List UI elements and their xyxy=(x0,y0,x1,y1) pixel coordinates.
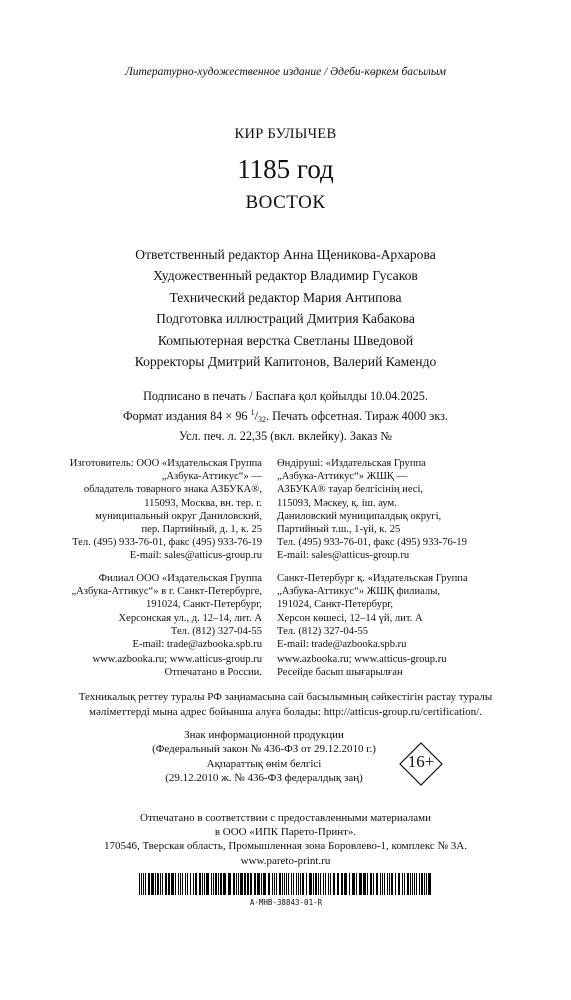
manufacturer-kz xyxy=(277,457,467,563)
info-sign-line: Знак информационной продукции xyxy=(184,729,344,741)
barcode-bar xyxy=(211,873,212,895)
barcode-bar xyxy=(274,873,275,895)
barcode-bar xyxy=(190,873,191,895)
barcode-bar xyxy=(306,873,307,895)
barcode-bar xyxy=(352,873,355,895)
barcode-bar xyxy=(261,873,262,895)
credit-line: Художественный редактор Владимир Гусаков xyxy=(153,268,418,284)
manufacturer-ru-line: пер. Партийный, д. 1, к. 25 xyxy=(141,524,262,536)
barcode-bar xyxy=(424,873,425,895)
barcode-bar xyxy=(320,873,321,895)
barcode-bar xyxy=(213,873,214,895)
printed-in-russia: Отпечатано в России. xyxy=(164,667,262,679)
branch-kz-line: „Азбука-Аттикус“» ЖШҚ филиалы, xyxy=(277,586,440,598)
manufacturer-ru-line: 115093, Москва, вн. тер. г. xyxy=(144,497,262,509)
barcode-bar xyxy=(250,873,252,895)
format-numerator: 1 xyxy=(250,407,255,417)
barcode-bar xyxy=(356,873,357,895)
barcode-bar xyxy=(139,873,140,895)
printer-info xyxy=(0,811,571,868)
barcode-bar xyxy=(215,873,217,895)
credit-line: Технический редактор Мария Антипова xyxy=(169,289,402,305)
barcode-bar xyxy=(370,873,372,895)
barcode-bar xyxy=(328,873,329,895)
format-prefix: Формат издания 84 × 96 xyxy=(123,408,251,423)
barcode-bar xyxy=(288,873,289,895)
barcode-bar xyxy=(302,873,304,895)
barcode-bar xyxy=(428,873,431,895)
web-kz xyxy=(277,653,447,679)
branch-kz-line: Санкт-Петербург қ. «Издательская Группа xyxy=(277,573,468,584)
book-subtitle: ВОСТОК xyxy=(245,192,326,213)
barcode-bar xyxy=(165,873,167,895)
barcode-bar xyxy=(276,873,277,895)
printer-line: Отпечатано в соответствии с предоставленными материалами xyxy=(140,812,431,824)
manufacturer-kz-line: Өндіруші: «Издательская Группа xyxy=(277,458,426,469)
barcode-bar xyxy=(162,873,163,895)
manufacturer-kz-line: 115093, Мәскеу, қ. іш. аум. xyxy=(277,497,397,509)
barcode-bar xyxy=(185,873,186,895)
branch-ru-email: E-mail: trade@azbooka.spb.ru xyxy=(132,639,262,651)
barcode-bar xyxy=(298,873,299,895)
publication-info xyxy=(0,388,571,445)
barcode-bar xyxy=(291,873,292,895)
info-sign-line: Ақпараттық өнім белгісі xyxy=(206,757,322,770)
manufacturer-kz-line: Даниловский муниципалдық округі, xyxy=(277,510,442,522)
barcode-bar xyxy=(199,873,201,895)
barcode-bar xyxy=(391,873,393,895)
branch-kz-line: 191024, Санкт-Петербург, xyxy=(277,599,394,611)
branch-ru-line: Херсонская ул., д. 12–14, лит. А xyxy=(118,612,262,624)
age-rating: 16+ xyxy=(407,752,435,771)
edition-type: Литературно-художественное издание / Әдеби-көркем басылым xyxy=(124,66,447,78)
barcode-bar xyxy=(143,873,144,895)
barcode-bar xyxy=(180,873,181,895)
barcode-bar xyxy=(155,873,156,895)
barcode-bar xyxy=(268,873,270,895)
barcode-bar xyxy=(382,873,383,895)
barcode-bar xyxy=(325,873,326,895)
website-links: www.azbooka.ru; www.atticus-group.ru xyxy=(92,654,262,665)
printer-website: www.pareto-print.ru xyxy=(240,854,331,867)
barcode-bar xyxy=(318,873,319,895)
tech-regulation-line: Техникалық реттеу туралы РФ заңнамасына сай басылымның сәйкестігін растау туралы xyxy=(78,691,493,703)
barcode-bar xyxy=(282,873,283,895)
barcode-bar xyxy=(380,873,381,895)
barcode-bar xyxy=(223,873,226,895)
barcode-bar xyxy=(395,873,396,895)
author-name: КИР БУЛЫЧЕВ xyxy=(234,126,337,142)
barcode-bar xyxy=(376,873,378,895)
sheets-order: Усл. печ. л. 22,35 (вкл. вклейку). Заказ № xyxy=(179,429,392,444)
barcode-bar xyxy=(309,873,312,895)
branch-ru-line: Филиал ООО «Издательская Группа xyxy=(98,573,262,584)
branch-ru-line: „Азбука-Аттикус“» в г. Санкт-Петербурге, xyxy=(71,586,262,598)
barcode-bar xyxy=(206,873,209,895)
barcode-bar xyxy=(416,873,417,895)
barcode-bar xyxy=(244,873,246,895)
barcode-bar xyxy=(160,873,161,895)
book-title: 1185 год xyxy=(237,154,334,184)
barcode-bar xyxy=(157,873,159,895)
barcode-bar xyxy=(426,873,427,895)
manufacturer-ru-email: E-mail: sales@atticus-group.ru xyxy=(129,550,262,562)
barcode-bar xyxy=(402,873,403,895)
barcode-bar xyxy=(414,873,415,895)
barcode-bar xyxy=(141,873,142,895)
barcode-bar xyxy=(286,873,287,895)
branch-ru-line: 191024, Санкт-Петербург, xyxy=(145,599,262,611)
barcode-bar xyxy=(330,873,331,895)
barcode-bar xyxy=(151,873,154,895)
barcode-bar xyxy=(387,873,388,895)
branch-kz-line: Тел. (812) 327-04-55 xyxy=(277,625,369,637)
manufacturer-kz-line: Тел. (495) 933-76-01, факс (495) 933-76-19 xyxy=(277,537,467,549)
barcode-bar xyxy=(145,873,146,895)
manufacturer-kz-email: E-mail: sales@atticus-group.ru xyxy=(277,550,410,562)
web-ru xyxy=(92,653,262,679)
barcode-bar xyxy=(247,873,249,895)
barcode-bar xyxy=(175,873,176,895)
credit-line: Компьютерная верстка Светланы Шведовой xyxy=(157,332,414,348)
manufacturer-ru-line: муниципальный округ Даниловский, xyxy=(95,510,262,522)
barcode-icon xyxy=(139,873,433,895)
credit-line: Подготовка иллюстраций Дмитрия Кабакова xyxy=(156,311,415,327)
branch-ru-line: Тел. (812) 327-04-55 xyxy=(170,625,262,637)
manufacturer-ru xyxy=(70,457,262,563)
barcode-bar xyxy=(363,873,366,895)
printer-address: 170546, Тверская область, Промышленная зона Боровлево-1, комплекс № 3А. xyxy=(104,840,467,853)
barcode-bar xyxy=(419,873,420,895)
barcode-bar xyxy=(341,873,343,895)
manufacturer-kz-line: „Азбука-Аттикус“» ЖШҚ — xyxy=(277,471,408,483)
credit-line: Корректоры Дмитрий Капитонов, Валерий Камендо xyxy=(134,354,437,370)
barcode-bar xyxy=(204,873,205,895)
format-suffix: . Печать офсетная. Тираж 4000 экз. xyxy=(265,408,448,423)
barcode-bar xyxy=(218,873,219,895)
barcode-bar xyxy=(171,873,174,895)
barcode-bar xyxy=(238,873,239,895)
barcode-bar xyxy=(228,873,231,895)
barcode-bar xyxy=(254,873,256,895)
credit-line: Ответственный редактор Анна Щеникова-Архарова xyxy=(135,247,436,262)
barcode-bar xyxy=(272,873,273,895)
barcode-bar xyxy=(337,873,339,895)
manufacturer-ru-line: обладатель товарного знака АЗБУКА®, xyxy=(83,484,262,496)
barcode-bar xyxy=(367,873,368,895)
barcode-bar xyxy=(344,873,347,895)
barcode-bar xyxy=(384,873,385,895)
barcode-bar xyxy=(233,873,235,895)
barcode-bar xyxy=(296,873,297,895)
barcode-bar xyxy=(168,873,170,895)
barcode-bar xyxy=(193,873,194,895)
barcode-bar xyxy=(263,873,266,895)
barcode-bar xyxy=(293,873,294,895)
barcode-bar xyxy=(148,873,150,895)
info-sign-line: (29.12.2010 ж. № 436-ФЗ федералдық заң) xyxy=(165,771,363,784)
barcode-bar xyxy=(349,873,350,895)
barcode-bar xyxy=(236,873,237,895)
barcode-bar xyxy=(202,873,203,895)
barcode-bar xyxy=(398,873,400,895)
barcode-bar xyxy=(315,873,317,895)
barcode-code: A-MHB-38843-01-R xyxy=(249,898,323,907)
manufacturer-kz-line: АЗБУКА® тауар белгісінің иесі, xyxy=(277,484,424,496)
barcode-bar xyxy=(178,873,179,895)
barcode-bar xyxy=(313,873,314,895)
branch-kz-email: E-mail: trade@azbooka.spb.ru xyxy=(277,639,407,651)
barcode-bar xyxy=(220,873,222,895)
branch-ru xyxy=(71,572,262,651)
manufacturer-kz-line: Партийный т.ш., 1-үй, к. 25 xyxy=(277,524,401,536)
barcode-bar xyxy=(300,873,301,895)
manufacturer-ru-line: „Азбука-Аттикус“» — xyxy=(161,471,262,483)
barcode-bar xyxy=(421,873,423,895)
printer-line: в ООО «ИПК Парето-Принт». xyxy=(214,826,357,839)
format-line: Формат издания 84 × 96 $^1/_{32}$. Печать офсетная. Тираж 4000 экз. xyxy=(123,407,448,424)
signed-date: Подписано в печать / Баспаға қол қойылды 10.04.2025. xyxy=(143,389,428,403)
barcode-bar xyxy=(323,873,324,895)
info-sign-line: (Федеральный закон № 436-ФЗ от 29.12.2010 г.) xyxy=(152,743,376,756)
barcode-bar xyxy=(257,873,260,895)
info-product-sign xyxy=(130,728,398,785)
barcode-bar xyxy=(359,873,362,895)
barcode-bar xyxy=(389,873,390,895)
credits-list xyxy=(0,244,571,372)
barcode-bar xyxy=(404,873,405,895)
branch-kz-line: Херсон көшесі, 12–14 үй, лит. А xyxy=(277,612,423,624)
printed-in-russia-kz: Ресейде басып шығарылған xyxy=(277,667,403,679)
barcode-bar xyxy=(412,873,413,895)
barcode-bar xyxy=(410,873,411,895)
format-denominator: 32 xyxy=(257,414,266,424)
barcode-bar xyxy=(195,873,197,895)
barcode-bar xyxy=(407,873,409,895)
barcode-bar xyxy=(187,873,188,895)
barcode-bar xyxy=(373,873,374,895)
barcode-bar xyxy=(240,873,243,895)
tech-regulation-note xyxy=(0,690,571,719)
tech-regulation-line: мәліметтерді мына адрес бойынша алуға болады: http://atticus-group.ru/certification/. xyxy=(89,705,482,718)
barcode-bar xyxy=(279,873,281,895)
barcode-bar xyxy=(333,873,335,895)
website-links: www.azbooka.ru; www.atticus-group.ru xyxy=(277,654,447,665)
manufacturer-ru-line: Изготовитель: ООО «Издательская Группа xyxy=(69,458,262,469)
manufacturer-ru-line: Тел. (495) 933-76-01, факс (495) 933-76-19 xyxy=(72,537,262,549)
branch-kz xyxy=(277,572,468,651)
barcode-bar xyxy=(284,873,285,895)
barcode-bar xyxy=(182,873,183,895)
